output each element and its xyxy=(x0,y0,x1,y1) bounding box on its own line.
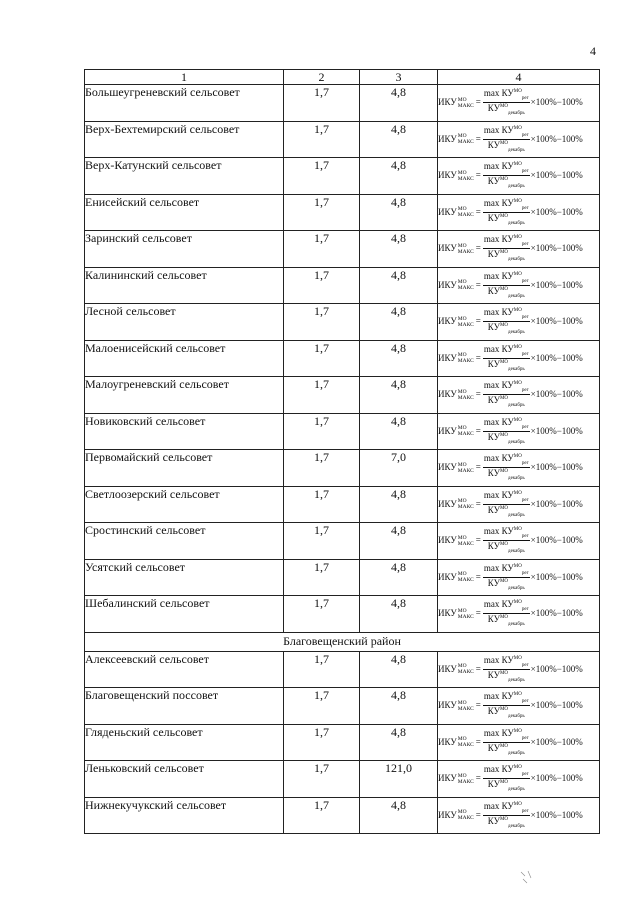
formula-fraction xyxy=(483,272,530,299)
formula-denominator: $КУ^{МО}_{декабрь}$ xyxy=(487,742,525,756)
table-row xyxy=(85,304,600,341)
formula-denominator: $КУ^{МО}_{декабрь}$ xyxy=(487,212,525,226)
formula-numerator: $\max КУ^{МО}_{рег}$ xyxy=(483,599,529,613)
formula-cell xyxy=(438,267,600,304)
value-column-3: 4,8 xyxy=(360,85,438,122)
formula-cell xyxy=(438,596,600,633)
index-formula xyxy=(438,692,599,719)
value-column-2: 1,7 xyxy=(284,304,360,341)
formula-lhs: ИКУ МО МАКС xyxy=(438,315,474,328)
formula-equals: = xyxy=(475,243,481,254)
municipality-name: Малоугреневский сельсовет xyxy=(85,377,284,414)
formula-lhs: ИКУ МО МАКС xyxy=(438,279,474,292)
formula-equals: = xyxy=(475,700,481,711)
formula-tail: ×100%−100% xyxy=(530,279,583,290)
formula-fraction xyxy=(483,345,530,372)
formula-lhs: ИКУ МО МАКС xyxy=(438,736,474,749)
formula-cell xyxy=(438,304,600,341)
value-column-3: 7,0 xyxy=(360,450,438,487)
value-column-2: 1,7 xyxy=(284,724,360,761)
formula-denominator: $КУ^{МО}_{декабрь}$ xyxy=(487,249,525,263)
formula-fraction xyxy=(483,454,530,481)
formula-cell xyxy=(438,559,600,596)
column-header: 1 xyxy=(85,70,284,85)
formula-lhs: ИКУ МО МАКС xyxy=(438,242,474,255)
formula-denominator: $КУ^{МО}_{декабрь}$ xyxy=(487,139,525,153)
value-column-2: 1,7 xyxy=(284,340,360,377)
value-column-2: 1,7 xyxy=(284,761,360,798)
formula-fraction xyxy=(483,802,530,829)
municipality-name: Леньковский сельсовет xyxy=(85,761,284,798)
municipality-name: Алексеевский сельсовет xyxy=(85,651,284,688)
formula-lhs: ИКУ МО МАКС xyxy=(438,425,474,438)
value-column-3: 4,8 xyxy=(360,158,438,195)
formula-lhs: ИКУ МО МАКС xyxy=(438,699,474,712)
index-formula xyxy=(438,729,599,756)
formula-cell xyxy=(438,688,600,725)
formula-fraction xyxy=(483,527,530,554)
value-column-2: 1,7 xyxy=(284,194,360,231)
value-column-2: 1,7 xyxy=(284,231,360,268)
value-column-3: 121,0 xyxy=(360,761,438,798)
municipality-name: Большеугреневский сельсовет xyxy=(85,85,284,122)
formula-tail: ×100%−100% xyxy=(530,97,583,108)
formula-lhs: ИКУ МО МАКС xyxy=(438,809,474,822)
formula-tail: ×100%−100% xyxy=(530,243,583,254)
value-column-2: 1,7 xyxy=(284,121,360,158)
formula-lhs: ИКУ МО МАКС xyxy=(438,388,474,401)
formula-equals: = xyxy=(475,133,481,144)
value-column-2: 1,7 xyxy=(284,267,360,304)
municipality-name: Верх-Бехтемирский сельсовет xyxy=(85,121,284,158)
value-column-2: 1,7 xyxy=(284,158,360,195)
formula-numerator: $\max КУ^{МО}_{рег}$ xyxy=(483,124,529,138)
municipality-name: Малоенисейский сельсовет xyxy=(85,340,284,377)
formula-numerator: $\max КУ^{МО}_{рег}$ xyxy=(483,453,529,467)
value-column-2: 1,7 xyxy=(284,450,360,487)
table-row xyxy=(85,724,600,761)
formula-denominator: $КУ^{МО}_{декабрь}$ xyxy=(487,358,525,372)
formula-numerator: $\max КУ^{МО}_{рег}$ xyxy=(483,416,529,430)
municipality-name: Калининский сельсовет xyxy=(85,267,284,304)
formula-cell xyxy=(438,121,600,158)
value-column-2: 1,7 xyxy=(284,85,360,122)
formula-tail: ×100%−100% xyxy=(530,352,583,363)
formula-denominator: $КУ^{МО}_{декабрь}$ xyxy=(487,322,525,336)
page-number: 4 xyxy=(590,44,596,58)
formula-equals: = xyxy=(475,316,481,327)
formula-denominator: $КУ^{МО}_{декабрь}$ xyxy=(487,103,525,117)
formula-equals: = xyxy=(475,170,481,181)
formula-numerator: $\max КУ^{МО}_{рег}$ xyxy=(483,764,529,778)
value-column-2: 1,7 xyxy=(284,797,360,834)
value-column-3: 4,8 xyxy=(360,304,438,341)
value-column-3: 4,8 xyxy=(360,688,438,725)
formula-cell xyxy=(438,761,600,798)
formula-fraction xyxy=(483,308,530,335)
value-column-3: 4,8 xyxy=(360,377,438,414)
formula-numerator: $\max КУ^{МО}_{рег}$ xyxy=(483,343,529,357)
table-row xyxy=(85,413,600,450)
value-column-3: 4,8 xyxy=(360,121,438,158)
value-column-2: 1,7 xyxy=(284,559,360,596)
scan-specks xyxy=(519,869,537,885)
formula-equals: = xyxy=(475,425,481,436)
index-formula xyxy=(438,527,599,554)
formula-numerator: $\max КУ^{МО}_{рег}$ xyxy=(483,380,529,394)
formula-denominator: $КУ^{МО}_{декабрь}$ xyxy=(487,176,525,190)
formula-denominator: $КУ^{МО}_{декабрь}$ xyxy=(487,431,525,445)
column-header: 2 xyxy=(284,70,360,85)
index-formula xyxy=(438,308,599,335)
formula-numerator: $\max КУ^{МО}_{рег}$ xyxy=(483,234,529,248)
table-body-second xyxy=(85,651,600,834)
index-formula xyxy=(438,454,599,481)
formula-cell xyxy=(438,651,600,688)
table-row xyxy=(85,450,600,487)
index-formula xyxy=(438,235,599,262)
municipality-name: Гляденьский сельсовет xyxy=(85,724,284,761)
formula-numerator: $\max КУ^{МО}_{рег}$ xyxy=(483,270,529,284)
formula-fraction xyxy=(483,564,530,591)
formula-lhs: ИКУ МО МАКС xyxy=(438,534,474,547)
formula-equals: = xyxy=(475,809,481,820)
formula-fraction xyxy=(483,600,530,627)
formula-fraction xyxy=(483,692,530,719)
formula-tail: ×100%−100% xyxy=(530,462,583,473)
formula-equals: = xyxy=(475,663,481,674)
value-column-3: 4,8 xyxy=(360,231,438,268)
formula-lhs: ИКУ МО МАКС xyxy=(438,772,474,785)
formula-denominator: $КУ^{МО}_{декабрь}$ xyxy=(487,541,525,555)
table-row xyxy=(85,523,600,560)
section-row xyxy=(85,632,600,651)
formula-fraction xyxy=(483,126,530,153)
index-formula xyxy=(438,656,599,683)
column-header: 4 xyxy=(438,70,600,85)
formula-denominator: $КУ^{МО}_{декабрь}$ xyxy=(487,669,525,683)
formula-equals: = xyxy=(475,97,481,108)
index-formula xyxy=(438,802,599,829)
table-row xyxy=(85,267,600,304)
formula-cell xyxy=(438,377,600,414)
formula-numerator: $\max КУ^{МО}_{рег}$ xyxy=(483,161,529,175)
value-column-2: 1,7 xyxy=(284,651,360,688)
index-formula xyxy=(438,126,599,153)
formula-numerator: $\max КУ^{МО}_{рег}$ xyxy=(483,526,529,540)
table-section xyxy=(85,632,600,651)
formula-fraction xyxy=(483,656,530,683)
value-column-2: 1,7 xyxy=(284,688,360,725)
municipality-name: Верх-Катунский сельсовет xyxy=(85,158,284,195)
formula-numerator: $\max КУ^{МО}_{рег}$ xyxy=(483,197,529,211)
value-column-3: 4,8 xyxy=(360,486,438,523)
table-row xyxy=(85,761,600,798)
municipality-name: Енисейский сельсовет xyxy=(85,194,284,231)
formula-fraction xyxy=(483,381,530,408)
formula-fraction xyxy=(483,418,530,445)
formula-tail: ×100%−100% xyxy=(530,170,583,181)
formula-numerator: $\max КУ^{МО}_{рег}$ xyxy=(483,691,529,705)
value-column-2: 1,7 xyxy=(284,523,360,560)
formula-cell xyxy=(438,486,600,523)
index-formula xyxy=(438,381,599,408)
formula-tail: ×100%−100% xyxy=(530,809,583,820)
formula-cell xyxy=(438,85,600,122)
table-row xyxy=(85,596,600,633)
value-column-3: 4,8 xyxy=(360,596,438,633)
municipality-table xyxy=(84,69,600,834)
municipality-name: Сростинский сельсовет xyxy=(85,523,284,560)
formula-cell xyxy=(438,450,600,487)
formula-equals: = xyxy=(475,498,481,509)
formula-tail: ×100%−100% xyxy=(530,736,583,747)
formula-denominator: $КУ^{МО}_{декабрь}$ xyxy=(487,706,525,720)
formula-equals: = xyxy=(475,736,481,747)
formula-tail: ×100%−100% xyxy=(530,608,583,619)
table-header-row xyxy=(85,70,600,85)
formula-denominator: $КУ^{МО}_{декабрь}$ xyxy=(487,395,525,409)
value-column-3: 4,8 xyxy=(360,267,438,304)
municipality-name: Заринский сельсовет xyxy=(85,231,284,268)
formula-cell xyxy=(438,724,600,761)
formula-numerator: $\max КУ^{МО}_{рег}$ xyxy=(483,88,529,102)
formula-lhs: ИКУ МО МАКС xyxy=(438,571,474,584)
formula-lhs: ИКУ МО МАКС xyxy=(438,498,474,511)
formula-fraction xyxy=(483,235,530,262)
table-row xyxy=(85,121,600,158)
formula-fraction xyxy=(483,765,530,792)
formula-numerator: $\max КУ^{МО}_{рег}$ xyxy=(483,489,529,503)
formula-cell xyxy=(438,797,600,834)
table-row xyxy=(85,377,600,414)
value-column-3: 4,8 xyxy=(360,194,438,231)
formula-numerator: $\max КУ^{МО}_{рег}$ xyxy=(483,727,529,741)
formula-lhs: ИКУ МО МАКС xyxy=(438,461,474,474)
formula-numerator: $\max КУ^{МО}_{рег}$ xyxy=(483,562,529,576)
index-formula xyxy=(438,345,599,372)
formula-tail: ×100%−100% xyxy=(530,663,583,674)
index-formula xyxy=(438,600,599,627)
value-column-3: 4,8 xyxy=(360,523,438,560)
municipality-name: Первомайский сельсовет xyxy=(85,450,284,487)
formula-denominator: $КУ^{МО}_{декабрь}$ xyxy=(487,614,525,628)
formula-equals: = xyxy=(475,571,481,582)
formula-lhs: ИКУ МО МАКС xyxy=(438,133,474,146)
formula-lhs: ИКУ МО МАКС xyxy=(438,663,474,676)
formula-numerator: $\max КУ^{МО}_{рег}$ xyxy=(483,800,529,814)
formula-tail: ×100%−100% xyxy=(530,389,583,400)
index-formula xyxy=(438,162,599,189)
formula-tail: ×100%−100% xyxy=(530,535,583,546)
formula-fraction xyxy=(483,162,530,189)
formula-fraction xyxy=(483,491,530,518)
table-row xyxy=(85,194,600,231)
formula-tail: ×100%−100% xyxy=(530,571,583,582)
municipality-name: Благовещенский поссовет xyxy=(85,688,284,725)
value-column-2: 1,7 xyxy=(284,377,360,414)
formula-lhs: ИКУ МО МАКС xyxy=(438,169,474,182)
formula-lhs: ИКУ МО МАКС xyxy=(438,607,474,620)
table-row xyxy=(85,486,600,523)
value-column-2: 1,7 xyxy=(284,413,360,450)
formula-denominator: $КУ^{МО}_{декабрь}$ xyxy=(487,577,525,591)
formula-numerator: $\max КУ^{МО}_{рег}$ xyxy=(483,307,529,321)
formula-equals: = xyxy=(475,279,481,290)
formula-cell xyxy=(438,194,600,231)
table-row xyxy=(85,340,600,377)
formula-denominator: $КУ^{МО}_{декабрь}$ xyxy=(487,285,525,299)
value-column-3: 4,8 xyxy=(360,559,438,596)
table-row xyxy=(85,797,600,834)
formula-lhs: ИКУ МО МАКС xyxy=(438,96,474,109)
formula-cell xyxy=(438,523,600,560)
formula-tail: ×100%−100% xyxy=(530,700,583,711)
municipality-name: Шебалинский сельсовет xyxy=(85,596,284,633)
table-body-first xyxy=(85,85,600,633)
formula-tail: ×100%−100% xyxy=(530,133,583,144)
formula-denominator: $КУ^{МО}_{декабрь}$ xyxy=(487,468,525,482)
formula-cell xyxy=(438,413,600,450)
formula-cell xyxy=(438,231,600,268)
formula-tail: ×100%−100% xyxy=(530,425,583,436)
formula-equals: = xyxy=(475,206,481,217)
formula-cell xyxy=(438,158,600,195)
municipality-name: Светлоозерский сельсовет xyxy=(85,486,284,523)
index-formula xyxy=(438,272,599,299)
table-row xyxy=(85,559,600,596)
municipality-name: Лесной сельсовет xyxy=(85,304,284,341)
formula-tail: ×100%−100% xyxy=(530,498,583,509)
index-formula xyxy=(438,491,599,518)
formula-cell xyxy=(438,340,600,377)
value-column-2: 1,7 xyxy=(284,486,360,523)
value-column-3: 4,8 xyxy=(360,724,438,761)
index-formula xyxy=(438,199,599,226)
formula-fraction xyxy=(483,89,530,116)
formula-denominator: $КУ^{МО}_{декабрь}$ xyxy=(487,815,525,829)
formula-denominator: $КУ^{МО}_{декабрь}$ xyxy=(487,504,525,518)
formula-lhs: ИКУ МО МАКС xyxy=(438,206,474,219)
value-column-3: 4,8 xyxy=(360,340,438,377)
value-column-3: 4,8 xyxy=(360,651,438,688)
table-row xyxy=(85,85,600,122)
column-header: 3 xyxy=(360,70,438,85)
table-row xyxy=(85,651,600,688)
formula-denominator: $КУ^{МО}_{декабрь}$ xyxy=(487,779,525,793)
municipality-name: Новиковский сельсовет xyxy=(85,413,284,450)
table-row xyxy=(85,688,600,725)
index-formula xyxy=(438,564,599,591)
formula-equals: = xyxy=(475,535,481,546)
value-column-3: 4,8 xyxy=(360,797,438,834)
formula-equals: = xyxy=(475,389,481,400)
value-column-2: 1,7 xyxy=(284,596,360,633)
formula-fraction xyxy=(483,199,530,226)
formula-equals: = xyxy=(475,608,481,619)
formula-tail: ×100%−100% xyxy=(530,206,583,217)
formula-tail: ×100%−100% xyxy=(530,316,583,327)
formula-numerator: $\max КУ^{МО}_{рег}$ xyxy=(483,654,529,668)
index-formula xyxy=(438,89,599,116)
index-formula xyxy=(438,765,599,792)
formula-equals: = xyxy=(475,462,481,473)
municipality-name: Усятский сельсовет xyxy=(85,559,284,596)
municipality-name: Нижнекучукский сельсовет xyxy=(85,797,284,834)
table-row xyxy=(85,231,600,268)
formula-fraction xyxy=(483,729,530,756)
value-column-3: 4,8 xyxy=(360,413,438,450)
index-formula xyxy=(438,418,599,445)
formula-lhs: ИКУ МО МАКС xyxy=(438,352,474,365)
table-row xyxy=(85,158,600,195)
formula-tail: ×100%−100% xyxy=(530,773,583,784)
formula-equals: = xyxy=(475,773,481,784)
formula-equals: = xyxy=(475,352,481,363)
section-title: Благовещенский район xyxy=(85,632,600,651)
